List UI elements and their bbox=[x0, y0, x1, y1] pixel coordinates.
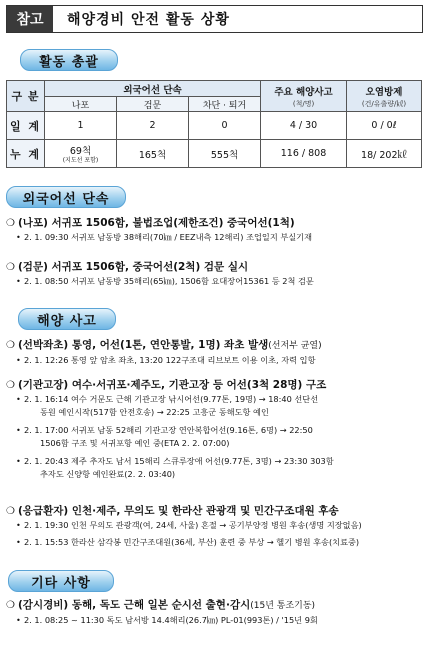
cell-capture-note: (지도선 포함) bbox=[62, 157, 99, 164]
cell-accident: 4 / 30 bbox=[261, 112, 347, 140]
cell-capture: 1 bbox=[45, 112, 117, 140]
dot-bullet-icon: • bbox=[16, 520, 21, 530]
dot-bullet-icon: • bbox=[16, 537, 21, 547]
title-tag: 참고 bbox=[7, 6, 53, 32]
entry-heading bbox=[6, 260, 421, 275]
dot-bullet-icon: • bbox=[16, 425, 21, 435]
entry-item bbox=[6, 354, 421, 367]
entry-heading-note: (선저부 균열) bbox=[268, 341, 322, 351]
foreign-block-0 bbox=[6, 216, 421, 244]
entry-heading bbox=[6, 216, 421, 231]
entry-item-text: 2. 1. 09:30 서귀포 남동방 38해리(70㎞ / EEZ내측 12해리) 조업일지 부실기재 bbox=[24, 232, 312, 242]
header-pollution-unit: (건/유출량/㎘) bbox=[361, 99, 407, 108]
circle-bullet-icon: ❍ bbox=[6, 380, 15, 391]
title-bar bbox=[6, 5, 423, 33]
foreign-block-1 bbox=[6, 260, 421, 288]
entry-item bbox=[6, 519, 421, 532]
entry-item bbox=[6, 231, 421, 244]
dot-bullet-icon: • bbox=[16, 615, 21, 625]
header-accident-label: 주요 해양사고 bbox=[274, 86, 333, 98]
subheader-block: 차단 · 퇴거 bbox=[189, 97, 261, 112]
dot-bullet-icon: • bbox=[16, 456, 21, 466]
dot-bullet-icon: • bbox=[16, 276, 21, 286]
section-accident-label: 해양 사고 bbox=[18, 308, 116, 330]
entry-item bbox=[6, 275, 421, 288]
entry-item-continued: 추자도 신양항 예인완료(2. 2. 03:40) bbox=[40, 469, 176, 479]
cell-accident: 116 / 808 bbox=[261, 140, 347, 168]
page-title: 해양경비 안전 활동 상황 bbox=[67, 12, 230, 28]
cell-inspect: 2 bbox=[117, 112, 189, 140]
dot-bullet-icon: • bbox=[16, 394, 21, 404]
accident-block-2 bbox=[6, 504, 421, 549]
entry-item-text: 2. 1. 08:50 서귀포 남동방 35해리(65㎞), 1506함 요대장어15361 등 2척 검문 bbox=[24, 276, 314, 286]
entry-heading bbox=[6, 504, 421, 519]
entry-item-text: 2. 1. 19:30 인천 무의도 관광객(여, 24세, 사울) 혼절 → 공기부양정 병원 후송(생명 지장없음) bbox=[24, 520, 362, 530]
subheader-capture: 나포 bbox=[45, 97, 117, 112]
cell-pollution: 0 / 0ℓ bbox=[347, 112, 422, 140]
header-category: 구 분 bbox=[7, 81, 45, 112]
accident-block-1 bbox=[6, 378, 421, 481]
cell-capture bbox=[45, 140, 117, 168]
section-other-label: 기타 사항 bbox=[8, 570, 114, 592]
dot-bullet-icon: • bbox=[16, 355, 21, 365]
accident-block-0 bbox=[6, 338, 421, 367]
entry-heading bbox=[6, 338, 421, 354]
summary-table bbox=[6, 80, 422, 168]
header-pollution-label: 오염방제 bbox=[365, 86, 403, 98]
cell-capture-value: 69척 bbox=[69, 146, 92, 157]
entry-heading-text: (선박좌초) 통영, 어선(1톤, 연안통발, 1명) 좌초 발생 bbox=[18, 339, 269, 351]
entry-heading-text: (나포) 서귀포 1506함, 불법조업(제한조건) 중국어선(1척) bbox=[18, 217, 295, 229]
entry-heading-text: (기관고장) 여수·서귀포·제주도, 기관고장 등 어선(3척 28명) 구조 bbox=[18, 379, 327, 391]
entry-item bbox=[6, 455, 421, 468]
dot-bullet-icon: • bbox=[16, 232, 21, 242]
header-accident bbox=[261, 81, 347, 112]
cell-inspect: 165척 bbox=[117, 140, 189, 168]
table-row bbox=[7, 112, 422, 140]
cell-block: 0 bbox=[189, 112, 261, 140]
circle-bullet-icon: ❍ bbox=[6, 340, 15, 351]
entry-heading-text: (응급환자) 인천·제주, 무의도 및 한라산 관광객 및 민간구조대원 후송 bbox=[18, 505, 339, 517]
entry-item-text: 2. 1. 12:26 통영 앞 암초 좌초, 13:20 122구조대 리브보트 이용 이초, 자력 입항 bbox=[24, 355, 316, 365]
entry-heading bbox=[6, 598, 421, 614]
circle-bullet-icon: ❍ bbox=[6, 262, 15, 273]
circle-bullet-icon: ❍ bbox=[6, 218, 15, 229]
entry-item-continued: 1506함 구조 및 서귀포항 예인 중(ETA 2. 2. 07:00) bbox=[40, 438, 230, 448]
row-label: 일 계 bbox=[7, 112, 45, 140]
cell-block: 555척 bbox=[189, 140, 261, 168]
header-pollution bbox=[347, 81, 422, 112]
circle-bullet-icon: ❍ bbox=[6, 600, 15, 611]
entry-heading-note: (15년 통조기동) bbox=[250, 601, 316, 611]
subheader-inspect: 검문 bbox=[117, 97, 189, 112]
header-foreign: 외국어선 단속 bbox=[45, 81, 261, 97]
entry-item-text: 2. 1. 17:00 서귀포 남동 52해리 기관고장 연안복합어선(9.16톤, 6명) → 22:50 bbox=[24, 425, 313, 435]
entry-heading-text: (감시경비) 동해, 독도 근해 일본 순시선 출현·감시 bbox=[18, 599, 251, 611]
row-label: 누 계 bbox=[7, 140, 45, 168]
entry-heading-text: (검문) 서귀포 1506함, 중국어선(2척) 검문 실시 bbox=[18, 261, 249, 273]
entry-item bbox=[6, 424, 421, 437]
circle-bullet-icon: ❍ bbox=[6, 506, 15, 517]
other-block-0 bbox=[6, 598, 421, 627]
entry-item-continued: 동원 예인시작(517함 안전호송) → 22:25 고흥군 동해도항 예인 bbox=[40, 407, 269, 417]
entry-item bbox=[6, 614, 421, 627]
entry-item-text: 2. 1. 15:53 한라산 삼각봉 민간구조대원(36세, 부산) 훈련 중 부상 → 헬기 병원 후송(치료중) bbox=[24, 537, 360, 547]
entry-item bbox=[6, 536, 421, 549]
cell-pollution: 18/ 202㎘ bbox=[347, 140, 422, 168]
section-summary-label: 활동 총괄 bbox=[20, 49, 118, 71]
entry-item-text: 2. 1. 20:43 제주 추자도 남서 15해리 스큐루장애 어선(9.77톤, 3명) → 23:30 303함 bbox=[24, 456, 334, 466]
entry-item bbox=[6, 393, 421, 406]
entry-heading bbox=[6, 378, 421, 393]
table-row bbox=[7, 140, 422, 168]
section-foreign-label: 외국어선 단속 bbox=[6, 186, 126, 208]
header-accident-unit: (척/명) bbox=[292, 99, 315, 108]
entry-item-text: 2. 1. 16:14 여수 거문도 근해 기관고장 낚시어선(9.77톤, 19명) → 18:40 선단선 bbox=[24, 394, 319, 404]
entry-item-text: 2. 1. 08:25 ~ 11:30 독도 남서방 14.4해리(26.7㎞) PL-01(993톤) / '15년 9회 bbox=[24, 615, 318, 625]
